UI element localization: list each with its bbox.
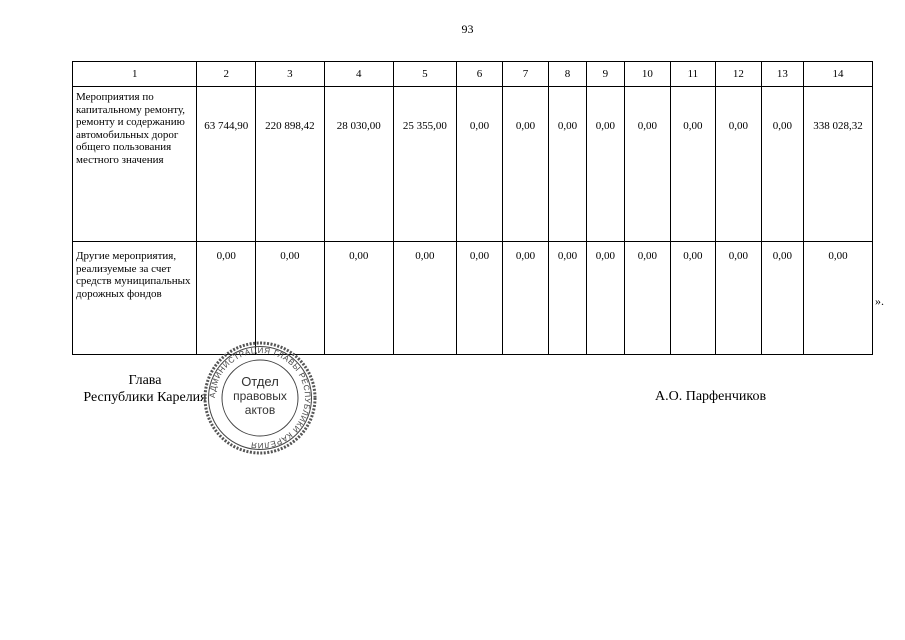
column-header: 11: [670, 62, 716, 87]
value-cell: 0,00: [324, 242, 393, 355]
column-header: 8: [549, 62, 586, 87]
column-header: 1: [73, 62, 197, 87]
department-stamp: [203, 341, 317, 455]
value-cell: 28 030,00: [324, 87, 393, 242]
table-header-row: [73, 62, 873, 87]
value-cell: 63 744,90: [197, 87, 256, 242]
value-cell: 25 355,00: [393, 87, 457, 242]
column-header: 12: [716, 62, 762, 87]
column-header: 10: [625, 62, 671, 87]
row-name-cell: Мероприятия по капитальному ремонту, ремонту и содержанию автомобильных дорог общего пользования местного значения: [73, 87, 197, 242]
value-cell: 0,00: [256, 242, 325, 355]
stamp-ring-text: АДМИНИСТРАЦИЯ ГЛАВЫ РЕСПУБЛИКИ КАРЕЛИЯ: [207, 345, 313, 451]
closing-quote: ».: [875, 294, 884, 308]
value-cell: 0,00: [586, 87, 624, 242]
value-cell: 0,00: [804, 242, 873, 355]
signatory-title-line: Глава: [128, 373, 162, 388]
value-cell: 0,00: [761, 87, 803, 242]
column-header: 13: [761, 62, 803, 87]
signatory-title-line: Республики Карелия: [83, 390, 207, 405]
value-cell: 0,00: [549, 242, 586, 355]
signatory-title: [77, 372, 213, 406]
column-header: 6: [457, 62, 503, 87]
value-cell: 0,00: [670, 242, 716, 355]
value-cell: 220 898,42: [256, 87, 325, 242]
stamp-text: актов: [244, 403, 276, 417]
value-cell: 0,00: [670, 87, 716, 242]
page-number: 93: [461, 22, 474, 36]
value-cell: 0,00: [457, 87, 503, 242]
value-cell: 0,00: [549, 87, 586, 242]
value-cell: 0,00: [716, 242, 762, 355]
column-header: 2: [197, 62, 256, 87]
budget-table: [72, 61, 873, 355]
value-cell: 0,00: [625, 87, 671, 242]
table-row: [73, 242, 873, 355]
column-header: 4: [324, 62, 393, 87]
value-cell: 0,00: [761, 242, 803, 355]
value-cell: 0,00: [393, 242, 457, 355]
column-header: 3: [256, 62, 325, 87]
value-cell: 0,00: [586, 242, 624, 355]
column-header: 7: [502, 62, 549, 87]
value-cell: 0,00: [502, 242, 549, 355]
stamp-text: правовых: [233, 389, 287, 403]
row-name-cell: Другие мероприятия, реализуемые за счет средств муниципальных дорожных фондов: [73, 242, 197, 355]
column-header: 5: [393, 62, 457, 87]
value-cell: 0,00: [502, 87, 549, 242]
table-row: [73, 87, 873, 242]
value-cell: 0,00: [197, 242, 256, 355]
value-cell: 338 028,32: [804, 87, 873, 242]
value-cell: 0,00: [625, 242, 671, 355]
column-header: 9: [586, 62, 624, 87]
column-header: 14: [804, 62, 873, 87]
value-cell: 0,00: [457, 242, 503, 355]
stamp-text: Отдел: [241, 374, 279, 389]
value-cell: 0,00: [716, 87, 762, 242]
signatory-name: А.О. Парфенчиков: [655, 389, 767, 404]
